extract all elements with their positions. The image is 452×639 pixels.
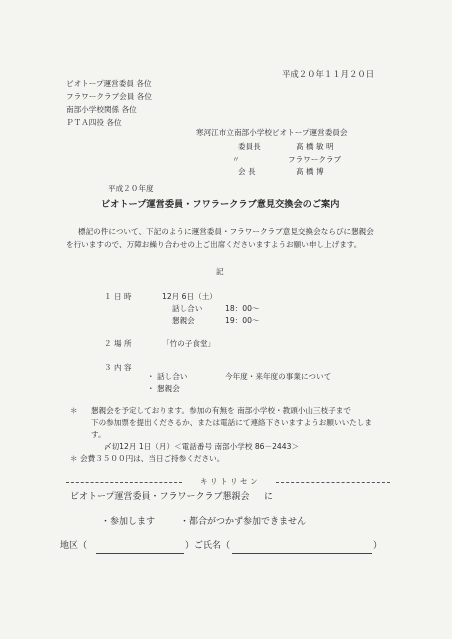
- sender-name-chair: 髙 橋 敏 明: [296, 142, 334, 151]
- note-line-3: す。: [91, 430, 106, 439]
- absent-option[interactable]: ・都合がつかず参加できません: [180, 517, 307, 527]
- ki-heading: 記: [216, 267, 224, 276]
- contents-label: ３ 内 容: [104, 363, 132, 372]
- contents-item-social: ・ 懇親会: [147, 384, 180, 393]
- discussion-label: 話し合い: [172, 304, 203, 313]
- discussion-time: 18：00～: [225, 304, 260, 313]
- sender-role-chair: 委員長: [238, 142, 261, 151]
- contents-item-discussion: ・ 話し合い: [147, 372, 188, 381]
- recipient-flower-club: フラワークラブ会員 各位: [66, 92, 152, 101]
- document-title: ビオトープ運営委員・フワラークラブ意見交換会のご案内: [101, 199, 340, 210]
- recipient-biotope: ビオトープ運営委員 各位: [66, 79, 152, 88]
- social-time: 19：00～: [225, 316, 260, 325]
- contents-item-discussion-detail: 今年度・来年度の事業について: [225, 372, 332, 381]
- datetime-label: １ 日 時: [104, 292, 132, 301]
- district-field-label: 地区（: [60, 541, 88, 551]
- cut-line-right: [276, 482, 390, 483]
- place-label: ２ 場 所: [104, 339, 132, 348]
- social-label: 懇親会: [172, 316, 195, 325]
- cut-line-left: [66, 482, 182, 483]
- note-mark: ＊: [70, 406, 78, 415]
- intro-line-1: 標記の件について、下記のように運営委員・フラワークラブ意見交換会ならびに懇親会: [78, 227, 374, 236]
- place-value: 「竹の子食堂」: [162, 339, 216, 348]
- sender-name-president: 髙 橋 博: [296, 167, 324, 176]
- cut-line-label: キ リ ト リ セ ン: [200, 477, 258, 486]
- note-fee: ＊ 会費３５００円は、当日ご持参ください。: [70, 454, 225, 463]
- recipient-school: 南部小学校関係 各位: [66, 105, 137, 114]
- name-field-close: ）: [373, 541, 383, 551]
- note-line-1: 懇親会を予定しております。参加の有無を 南部小学校・教頭小山三枝子まで: [91, 406, 351, 415]
- name-field[interactable]: [232, 553, 372, 554]
- reply-form-title-suffix: に: [264, 492, 274, 502]
- document-date: 平成２０年１１月２０日: [282, 69, 375, 79]
- sender-ditto-mark: 〃: [232, 155, 240, 164]
- sender-flower-club: フラワークラブ: [288, 155, 342, 164]
- sender-role-president: 会 長: [238, 167, 256, 176]
- recipient-pta: ＰＴＡ四役 各位: [66, 118, 122, 127]
- reply-form-title: ビオトープ運営委員・フラワークラブ懇親会: [70, 492, 250, 502]
- sender-organization: 寒河江市立南部小学校ビオトープ運営委員会: [196, 128, 348, 137]
- note-line-2: 下の参加票を提出くださるか、または電話にて連絡下さいますようお願いいたしま: [91, 418, 372, 427]
- note-deadline: 〆切12月 1日（月）＜電話番号 南部小学校 86－2443＞: [104, 442, 300, 451]
- name-field-label: ご氏名（: [194, 541, 231, 551]
- attend-option[interactable]: ・参加します: [101, 517, 156, 527]
- event-date: 12月 6日（土）: [162, 292, 217, 301]
- intro-line-2: を行いますので、万障お繰り合わせの上ご出席くださいますようお願い申し上げます。: [66, 240, 362, 249]
- district-field[interactable]: [96, 553, 184, 554]
- district-field-close: ）: [185, 541, 195, 551]
- fiscal-year: 平成２０年度: [108, 184, 154, 193]
